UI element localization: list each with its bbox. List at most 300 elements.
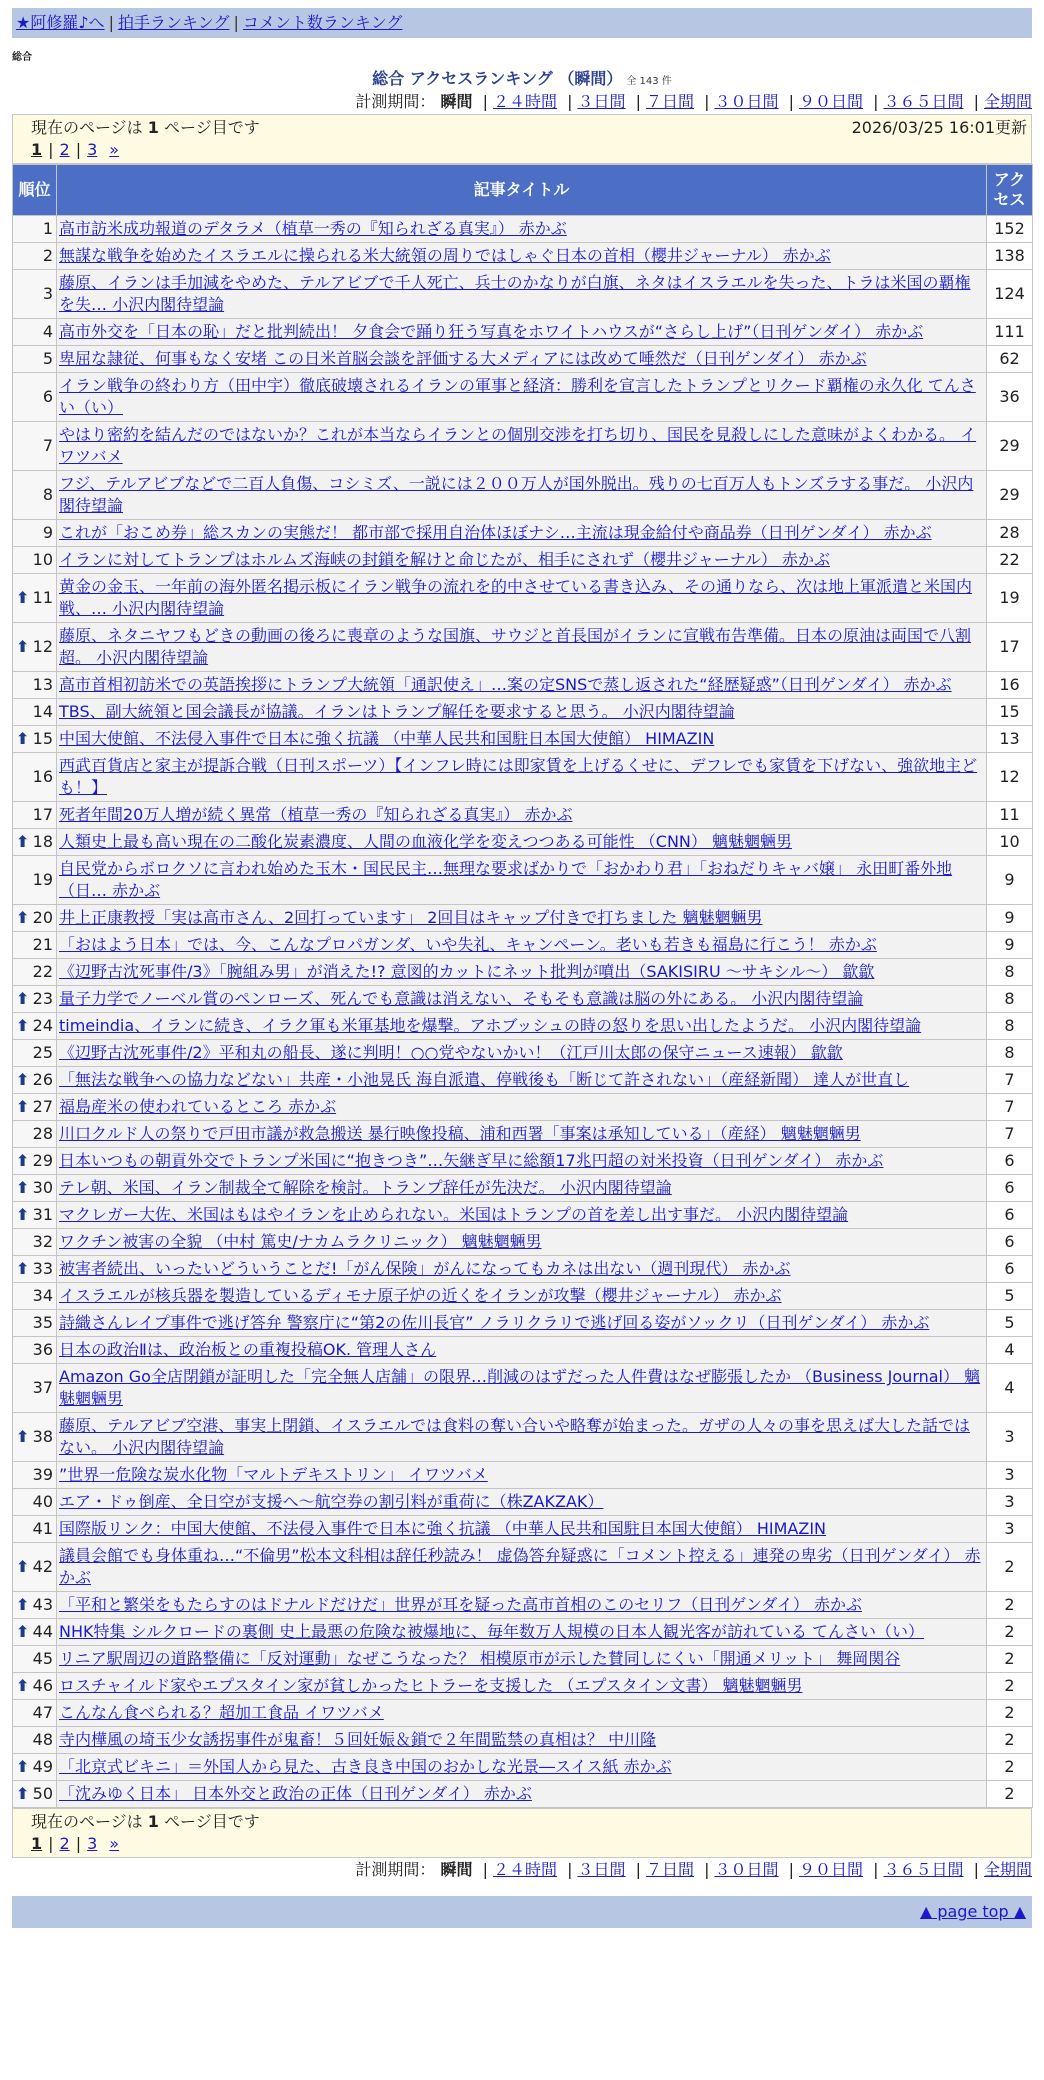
rank-number: 32 — [32, 1232, 53, 1251]
article-link[interactable]: エア・ドゥ倒産、全日空が支援へ～航空券の割引料が重荷に（株ZAKZAK） — [59, 1492, 604, 1511]
article-link[interactable]: 西武百貨店と家主が提訴合戦（日刊スポーツ）【インフレ時には即家賃を上げるくせに、デフレでも家賃を下げない、強欲地主ども！】 — [59, 756, 978, 797]
article-link[interactable]: 詩織さんレイプ事件で逃げ答弁 警察庁に“第2の佐川長官” ノラリクラリで逃げ回る姿がソックリ（日刊ゲンダイ） 赤かぶ — [59, 1313, 930, 1332]
page-next[interactable]: » — [109, 1834, 120, 1853]
rank-cell — [13, 1013, 57, 1040]
table-row — [13, 856, 1033, 905]
table-row — [13, 1462, 1033, 1489]
period-link-all[interactable]: 全期間 — [983, 92, 1032, 111]
title-cell — [57, 422, 987, 471]
title-cell — [57, 1229, 987, 1256]
rank-number: 40 — [32, 1492, 53, 1511]
access-count: 2 — [987, 1727, 1033, 1754]
rank-number: 12 — [32, 637, 53, 656]
nav-separator: | — [108, 13, 114, 32]
title-cell — [57, 1310, 987, 1337]
title-cell — [57, 243, 987, 270]
access-count: 6 — [987, 1229, 1033, 1256]
page-link-2[interactable]: 2 — [59, 140, 70, 159]
rank-cell — [13, 802, 57, 829]
rank-number: 20 — [32, 908, 53, 927]
header-access: アクセス — [987, 165, 1033, 216]
table-row — [13, 1727, 1033, 1754]
table-row — [13, 726, 1033, 753]
rank-cell — [13, 932, 57, 959]
rank-up-arrow-icon: ⬆ — [16, 588, 30, 607]
period-link-3d[interactable]: ３日間 — [577, 1860, 626, 1879]
table-row — [13, 1700, 1033, 1727]
article-link[interactable]: NHK特集 シルクロードの裏側 史上最悪の危険な被爆地に、毎年数万人規模の日本人観光客が訪れている てんさい（い） — [59, 1622, 925, 1641]
page-info-prefix: 現在のページは — [31, 118, 143, 137]
footer-bar — [12, 1896, 1032, 1928]
title-cell — [57, 1283, 987, 1310]
article-link[interactable]: テレ朝、米国、イラン制裁全て解除を検討。トランプ辞任が先決だ。 小沢内閣待望論 — [59, 1178, 672, 1197]
access-count: 36 — [987, 373, 1033, 422]
rank-number: 9 — [42, 523, 53, 542]
rank-cell — [13, 1175, 57, 1202]
rank-cell — [13, 422, 57, 471]
rank-cell — [13, 1310, 57, 1337]
access-count: 11 — [987, 802, 1033, 829]
rank-cell — [13, 1619, 57, 1646]
access-count: 13 — [987, 726, 1033, 753]
rank-up-arrow-icon: ⬆ — [16, 908, 30, 927]
access-count: 2 — [987, 1543, 1033, 1592]
access-count: 2 — [987, 1646, 1033, 1673]
title-cell — [57, 547, 987, 574]
access-count: 22 — [987, 547, 1033, 574]
rank-cell — [13, 346, 57, 373]
rank-cell — [13, 1754, 57, 1781]
period-active: 瞬間 — [440, 1860, 473, 1879]
table-row — [13, 1202, 1033, 1229]
article-link[interactable]: マクレガー大佐、米国はもはやイランを止められない。米国はトランプの首を差し出す事だ。 小沢内閣待望論 — [59, 1205, 849, 1224]
pagination: 1 | 2 | 3 » — [31, 140, 120, 159]
rank-cell — [13, 856, 57, 905]
rank-cell — [13, 1700, 57, 1727]
rank-number: 14 — [32, 702, 53, 721]
title-cell — [57, 1175, 987, 1202]
nav-link-clap-ranking[interactable]: 拍手ランキング — [117, 13, 230, 32]
rank-number: 6 — [42, 387, 53, 406]
period-link-7d[interactable]: ７日間 — [645, 1860, 694, 1879]
access-count: 9 — [987, 856, 1033, 905]
table-row — [13, 1646, 1033, 1673]
pagination-box-top — [12, 114, 1032, 164]
item-count: 全 143 件 — [626, 76, 672, 87]
title-cell — [57, 1202, 987, 1229]
rank-number: 33 — [32, 1259, 53, 1278]
rank-cell — [13, 319, 57, 346]
table-row — [13, 1619, 1033, 1646]
page-info — [31, 1811, 1013, 1833]
page-title — [12, 68, 1032, 90]
period-link-365d[interactable]: ３６５日間 — [883, 92, 964, 111]
period-link-24h[interactable]: ２４時間 — [492, 1860, 557, 1879]
rank-number: 36 — [32, 1340, 53, 1359]
rank-up-arrow-icon: ⬆ — [16, 1205, 30, 1224]
period-link-90d[interactable]: ９０日間 — [798, 1860, 863, 1879]
article-link[interactable]: リニア駅周辺の道路整備に「反対運動」なぜこうなった？ 相模原市が示した賛同しにくい「開通メリット」 舞岡関谷 — [59, 1649, 901, 1668]
rank-number: 3 — [42, 284, 53, 303]
title-cell — [57, 699, 987, 726]
title-cell — [57, 216, 987, 243]
article-link[interactable]: timeindia、イランに続き、イラク軍も米軍基地を爆撃。アホブッシュの時の怒りを思い出したようだ。 小沢内閣待望論 — [59, 1016, 922, 1035]
table-row — [13, 422, 1033, 471]
category-label: 総合 — [12, 52, 32, 63]
title-cell — [57, 1413, 987, 1462]
table-row — [13, 905, 1033, 932]
rank-number: 22 — [32, 962, 53, 981]
rank-number: 23 — [32, 989, 53, 1008]
access-count: 3 — [987, 1462, 1033, 1489]
period-link-24h[interactable]: ２４時間 — [492, 92, 557, 111]
rank-up-arrow-icon: ⬆ — [16, 1784, 30, 1803]
access-count: 6 — [987, 1148, 1033, 1175]
article-link[interactable]: 福島産米の使われているところ 赤かぶ — [59, 1097, 337, 1116]
table-row — [13, 1175, 1033, 1202]
article-link[interactable]: 中国大使館、不法侵入事件で日本に強く抗議 （中華人民共和国駐日本国大使館） HIMAZIN — [59, 729, 715, 748]
article-link[interactable]: 藤原、ネタニヤフもどきの動画の後ろに喪章のような国旗、サウジと首長国がイランに宣戦布告準備。日本の原油は両国で八割超。 小沢内閣待望論 — [59, 626, 972, 667]
access-count: 4 — [987, 1337, 1033, 1364]
article-link[interactable]: 国際版リンク：中国大使館、不法侵入事件で日本に強く抗議 （中華人民共和国駐日本国大使館） HIMAZIN — [59, 1519, 827, 1538]
article-link[interactable]: こんなん食べられる？超加工食品 イワツバメ — [59, 1703, 384, 1722]
rank-up-arrow-icon: ⬆ — [16, 1427, 30, 1446]
rank-number: 4 — [42, 322, 53, 341]
table-row — [13, 1013, 1033, 1040]
access-count: 7 — [987, 1121, 1033, 1148]
title-cell — [57, 829, 987, 856]
access-count: 7 — [987, 1067, 1033, 1094]
article-link[interactable]: 「北京式ビキニ」＝外国人から見た、古き良き中国のおかしな光景―スイス紙 赤かぶ — [59, 1757, 672, 1776]
rank-up-arrow-icon: ⬆ — [16, 989, 30, 1008]
article-link[interactable]: 「おはよう日本」では、今、こんなプロパガンダ、いや失礼、キャンペーン。老いも若きも福島に行こう！ 赤かぶ — [59, 935, 877, 954]
table-row — [13, 243, 1033, 270]
access-count: 3 — [987, 1516, 1033, 1543]
article-link[interactable]: 高市訪米成功報道のデタラメ（植草一秀の『知られざる真実』） 赤かぶ — [59, 219, 567, 238]
title-cell — [57, 986, 987, 1013]
access-count: 9 — [987, 905, 1033, 932]
rank-cell — [13, 1229, 57, 1256]
title-cell — [57, 1727, 987, 1754]
title-cell — [57, 1256, 987, 1283]
access-count: 2 — [987, 1754, 1033, 1781]
title-cell — [57, 1040, 987, 1067]
nav-link-comment-ranking[interactable]: コメント数ランキング — [242, 13, 403, 32]
pagination-box-bottom — [12, 1808, 1032, 1858]
access-count: 152 — [987, 216, 1033, 243]
article-link[interactable]: 被害者続出、いったいどういうことだ!「がん保険」がんになってもカネは出ない（週刊現代） 赤かぶ — [59, 1259, 791, 1278]
rank-cell — [13, 1337, 57, 1364]
rank-number: 8 — [42, 485, 53, 504]
access-count: 12 — [987, 753, 1033, 802]
table-row — [13, 471, 1033, 520]
access-count: 138 — [987, 243, 1033, 270]
page-info-prefix: 現在のページは — [31, 1812, 143, 1831]
page-link-3[interactable]: 3 — [87, 1834, 98, 1853]
access-count: 10 — [987, 829, 1033, 856]
table-row — [13, 1094, 1033, 1121]
article-link[interactable]: 「平和と繁栄をもたらすのはドナルドだけだ」世界が耳を疑った高市首相のこのセリフ（日刊ゲンダイ） 赤かぶ — [59, 1595, 863, 1614]
access-count: 62 — [987, 346, 1033, 373]
nav-separator: | — [233, 13, 239, 32]
access-count: 2 — [987, 1700, 1033, 1727]
rank-up-arrow-icon: ⬆ — [16, 1097, 30, 1116]
article-link[interactable]: ロスチャイルド家やエプスタイン家が貧しかったヒトラーを支援した （エプスタイン文書） 魑魅魍魎男 — [59, 1676, 803, 1695]
rank-number: 25 — [32, 1043, 53, 1062]
article-link[interactable]: 高市外交を「日本の恥」だと批判続出！ 夕食会で踊り狂う写真をホワイトハウスが“さらし上げ”（日刊ゲンダイ） 赤かぶ — [59, 322, 924, 341]
page-top-link[interactable]: ▲ page top ▲ — [919, 1902, 1026, 1921]
article-link[interactable]: イラン戦争の終わり方（田中宇）徹底破壊されるイランの軍事と経済：勝利を宣言したトランプとリクード覇権の永久化 てんさい（い） — [59, 376, 976, 417]
table-row — [13, 319, 1033, 346]
title-cell — [57, 1462, 987, 1489]
title-cell — [57, 1364, 987, 1413]
article-link[interactable]: ”世界一危険な炭水化物「マルトデキストリン」 イワツバメ — [59, 1465, 488, 1484]
rank-up-arrow-icon: ⬆ — [16, 1151, 30, 1170]
article-link[interactable]: 量子力学でノーベル賞のペンローズ、死んでも意識は消えない、そもそも意識は脳の外にある。 小沢内閣待望論 — [59, 989, 864, 1008]
access-count: 2 — [987, 1673, 1033, 1700]
title-cell — [57, 1646, 987, 1673]
article-link[interactable]: 藤原、テルアビブ空港、事実上閉鎖、イスラエルでは食料の奪い合いや略奪が始まった。ガザの人々の事を思えば大した話ではない。 小沢内閣待望論 — [59, 1416, 971, 1457]
rank-cell — [13, 1148, 57, 1175]
table-row — [13, 373, 1033, 422]
rank-number: 35 — [32, 1313, 53, 1332]
rank-number: 45 — [32, 1649, 53, 1668]
title-cell — [57, 959, 987, 986]
pagination: 1 | 2 | 3 » — [31, 1834, 120, 1853]
title-cell — [57, 270, 987, 319]
rank-cell — [13, 1094, 57, 1121]
article-link[interactable]: 高市首相初訪米での英語挨拶にトランプ大統領「通訳使え」…案の定SNSで蒸し返された“経歴疑惑”（日刊ゲンダイ） 赤かぶ — [59, 675, 952, 694]
header-title: 記事タイトル — [57, 165, 987, 216]
period-label: 計測期間： — [355, 1860, 436, 1879]
page-next[interactable]: » — [109, 140, 120, 159]
rank-cell — [13, 699, 57, 726]
top-navigation — [12, 8, 1032, 38]
article-link[interactable]: 議員会館でも身体重ね…“不倫男”松本文科相は辞任秒読み！ 虚偽答弁疑惑に「コメント控える」連発の卑劣（日刊ゲンダイ） 赤かぶ — [59, 1546, 981, 1587]
title-cell — [57, 932, 987, 959]
article-link[interactable]: これが「おこめ券」総スカンの実態だ！ 都市部で採用自治体ほぼナシ…主流は現金給付や商品券（日刊ゲンダイ） 赤かぶ — [59, 523, 932, 542]
rank-number: 29 — [32, 1151, 53, 1170]
table-row — [13, 270, 1033, 319]
article-link[interactable]: 自民党からボロクソに言われ始めた玉木・国民民主…無理な要求ばかりで「おかわり君」「おねだりキャバ嬢」 永田町番外地（日… 赤かぶ — [59, 859, 953, 900]
rank-cell — [13, 1364, 57, 1413]
title-cell — [57, 1337, 987, 1364]
table-row — [13, 547, 1033, 574]
table-row — [13, 623, 1033, 672]
article-link[interactable]: 人類史上最も高い現在の二酸化炭素濃度、人間の血液化学を変えつつある可能性 （CNN） 魑魅魍魎男 — [59, 832, 792, 851]
rank-up-arrow-icon: ⬆ — [16, 637, 30, 656]
article-link[interactable]: 卑屈な隷従、何事もなく安堵 この日米首脳会談を評価する大メディアには改めて唾然だ（日刊ゲンダイ） 赤かぶ — [59, 349, 867, 368]
article-link[interactable]: 《辺野古沈死事件/3》「腕組み男」が消えた!? 意図的カットにネット批判が噴出（SAKISIRU ～サキシル～） 歙歙 — [59, 962, 875, 981]
table-row — [13, 802, 1033, 829]
rank-number: 49 — [32, 1757, 53, 1776]
ranking-title: 総合 アクセスランキング （瞬間） — [372, 69, 623, 88]
rank-cell — [13, 905, 57, 932]
rank-cell — [13, 1283, 57, 1310]
article-link[interactable]: 死者年間20万人増が続く異常（植草一秀の『知られざる真実』） 赤かぶ — [59, 805, 573, 824]
access-count: 2 — [987, 1592, 1033, 1619]
rank-cell — [13, 959, 57, 986]
rank-cell — [13, 1202, 57, 1229]
rank-cell — [13, 270, 57, 319]
page-current: 1 — [31, 140, 43, 159]
access-count: 2 — [987, 1781, 1033, 1808]
rank-cell — [13, 547, 57, 574]
rank-cell — [13, 1256, 57, 1283]
period-label: 計測期間： — [355, 92, 436, 111]
rank-number: 16 — [32, 767, 53, 786]
access-count: 8 — [987, 986, 1033, 1013]
table-row — [13, 1543, 1033, 1592]
rank-number: 1 — [42, 219, 53, 238]
title-cell — [57, 1013, 987, 1040]
article-link[interactable]: 井上正康教授「実は高市さん、2回打っています」 2回目はキャップ付きで打ちました 魑魅魍魎男 — [59, 908, 763, 927]
table-row — [13, 1067, 1033, 1094]
title-cell — [57, 623, 987, 672]
period-link-7d[interactable]: ７日間 — [645, 92, 694, 111]
period-link-90d[interactable]: ９０日間 — [798, 92, 863, 111]
access-count: 5 — [987, 1310, 1033, 1337]
title-cell — [57, 346, 987, 373]
access-count: 6 — [987, 1202, 1033, 1229]
rank-cell — [13, 574, 57, 623]
table-row — [13, 1781, 1033, 1808]
article-link[interactable]: TBS、副大統領と国会議長が協議。イランはトランプ解任を要求すると思う。 小沢内閣待望論 — [59, 702, 735, 721]
article-link[interactable]: 川口クルド人の祭りで戸田市議が救急搬送 暴行映像投稿、浦和西署「事案は承知している」（産経） 魑魅魍魎男 — [59, 1124, 861, 1143]
article-link[interactable]: Amazon Go全店閉鎖が証明した「完全無人店舗」の限界…削減のはずだった人件費はなぜ膨張したか （Business Journal） 魑魅魍魎男 — [59, 1367, 981, 1408]
title-cell — [57, 802, 987, 829]
header-rank: 順位 — [13, 165, 57, 216]
rank-cell — [13, 373, 57, 422]
period-link-all[interactable]: 全期間 — [983, 1860, 1032, 1879]
access-count: 29 — [987, 471, 1033, 520]
article-link[interactable]: やはり密約を結んだのではないか？これが本当ならイランとの個別交渉を打ち切り、国民を見殺しにした意味がよくわかる。 イワツバメ — [59, 425, 977, 466]
table-row — [13, 986, 1033, 1013]
title-cell — [57, 574, 987, 623]
period-link-365d[interactable]: ３６５日間 — [883, 1860, 964, 1879]
nav-link-ashura[interactable]: ★阿修羅♪へ — [16, 13, 105, 32]
title-cell — [57, 1543, 987, 1592]
article-link[interactable]: 寺内樺風の埼玉少女誘拐事件が鬼畜！５回妊娠＆鎖で２年間監禁の真相は？ 中川隆 — [59, 1730, 657, 1749]
rank-cell — [13, 1067, 57, 1094]
article-link[interactable]: 日本の政治Ⅱは、政治板との重複投稿OK. 管理人さん — [59, 1340, 437, 1359]
rank-number: 46 — [32, 1676, 53, 1695]
article-link[interactable]: 黄金の金玉、一年前の海外匿名掲示板にイラン戦争の流れを的中させている書き込み、その通りなら、次は地上軍派遣と米国内戦、… 小沢内閣待望論 — [59, 577, 972, 618]
period-link-30d[interactable]: ３０日間 — [714, 1860, 779, 1879]
page-info-current: 1 — [147, 118, 159, 137]
access-count: 6 — [987, 1175, 1033, 1202]
rank-number: 39 — [32, 1465, 53, 1484]
rank-cell — [13, 1040, 57, 1067]
page-info-suffix: ページ目です — [164, 118, 260, 137]
rank-cell — [13, 520, 57, 547]
period-link-30d[interactable]: ３０日間 — [714, 92, 779, 111]
table-row — [13, 520, 1033, 547]
rank-up-arrow-icon: ⬆ — [16, 1178, 30, 1197]
access-count: 8 — [987, 1040, 1033, 1067]
article-link[interactable]: 「沈みゆく日本」 日本外交と政治の正体（日刊ゲンダイ） 赤かぶ — [59, 1784, 532, 1803]
table-row — [13, 1337, 1033, 1364]
article-link[interactable]: イランに対してトランプはホルムズ海峡の封鎖を解けと命じたが、相手にされず（櫻井ジャーナル） 赤かぶ — [59, 550, 831, 569]
title-cell — [57, 1619, 987, 1646]
rank-number: 21 — [32, 935, 53, 954]
rank-number: 47 — [32, 1703, 53, 1722]
rank-number: 7 — [42, 436, 53, 455]
rank-cell — [13, 726, 57, 753]
rank-cell — [13, 1673, 57, 1700]
access-count: 17 — [987, 623, 1033, 672]
article-link[interactable]: 《辺野古沈死事件/2》平和丸の船長、遂に判明！○○党やないかい！（江戸川太郎の保守ニュース速報） 歙歙 — [59, 1043, 843, 1062]
article-link[interactable]: 日本いつもの朝貢外交でトランプ米国に“抱きつき”…矢継ぎ早に総額17兆円超の対米投資（日刊ゲンダイ） 赤かぶ — [59, 1151, 884, 1170]
access-count: 111 — [987, 319, 1033, 346]
access-count: 8 — [987, 959, 1033, 986]
article-link[interactable]: 無謀な戦争を始めたイスラエルに操られる米大統領の周りではしゃぐ日本の首相（櫻井ジャーナル） 赤かぶ — [59, 246, 831, 265]
table-row — [13, 1121, 1033, 1148]
rank-up-arrow-icon: ⬆ — [16, 832, 30, 851]
title-cell — [57, 856, 987, 905]
rank-number: 43 — [32, 1595, 53, 1614]
title-cell — [57, 1148, 987, 1175]
rank-cell — [13, 1516, 57, 1543]
rank-number: 30 — [32, 1178, 53, 1197]
rank-cell — [13, 829, 57, 856]
rank-number: 34 — [32, 1286, 53, 1305]
page-link-3[interactable]: 3 — [87, 140, 98, 159]
article-link[interactable]: 「無法な戦争への協力などない」共産・小池晃氏 海自派遣、停戦後も「断じて許されない」（産経新聞） 達人が世直し — [59, 1070, 910, 1089]
table-row — [13, 829, 1033, 856]
article-link[interactable]: ワクチン被害の全貌 （中村 篤史/ナカムラクリニック） 魑魅魍魎男 — [59, 1232, 542, 1251]
rank-number: 10 — [32, 550, 53, 569]
table-row — [13, 1283, 1033, 1310]
table-row — [13, 932, 1033, 959]
title-cell — [57, 1754, 987, 1781]
period-selector-top: 計測期間： 瞬間 | ２４時間 | ３日間 | ７日間 | ３０日間 | ９０日間 | ３６５日間 | 全期間 — [355, 92, 1032, 111]
title-cell — [57, 373, 987, 422]
table-row — [13, 1754, 1033, 1781]
table-row — [13, 1516, 1033, 1543]
rank-cell — [13, 1646, 57, 1673]
rank-cell — [13, 471, 57, 520]
title-cell — [57, 471, 987, 520]
article-link[interactable]: フジ、テルアビブなどで二百人負傷、コシミズ、一説には２００万人が国外脱出。残りの七百万人もトンズラする事だ。 小沢内閣待望論 — [59, 474, 974, 515]
rank-number: 15 — [32, 729, 53, 748]
article-link[interactable]: 藤原、イランは手加減をやめた、テルアビブで千人死亡、兵士のかなりが白旗、ネタはイスラエルを失った、トラは米国の覇権を失… 小沢内閣待望論 — [59, 273, 971, 314]
article-link[interactable]: イスラエルが核兵器を製造しているディモナ原子炉の近くをイランが攻撃（櫻井ジャーナル） 赤かぶ — [59, 1286, 782, 1305]
access-count: 29 — [987, 422, 1033, 471]
table-row — [13, 753, 1033, 802]
access-count: 16 — [987, 672, 1033, 699]
period-link-3d[interactable]: ３日間 — [577, 92, 626, 111]
rank-number: 50 — [32, 1784, 53, 1803]
rank-number: 28 — [32, 1124, 53, 1143]
title-cell — [57, 726, 987, 753]
period-selector-bottom: 計測期間： 瞬間 | ２４時間 | ３日間 | ７日間 | ３０日間 | ９０日間 | ３６５日間 | 全期間 — [355, 1860, 1032, 1879]
title-cell — [57, 520, 987, 547]
table-row — [13, 672, 1033, 699]
rank-cell — [13, 753, 57, 802]
access-count: 2 — [987, 1619, 1033, 1646]
page-link-2[interactable]: 2 — [59, 1834, 70, 1853]
table-row — [13, 699, 1033, 726]
access-count: 6 — [987, 1256, 1033, 1283]
table-row — [13, 959, 1033, 986]
table-row — [13, 1256, 1033, 1283]
table-row — [13, 1413, 1033, 1462]
table-row — [13, 1040, 1033, 1067]
rank-number: 37 — [32, 1378, 53, 1397]
rank-up-arrow-icon: ⬆ — [16, 1016, 30, 1035]
rank-cell — [13, 1543, 57, 1592]
